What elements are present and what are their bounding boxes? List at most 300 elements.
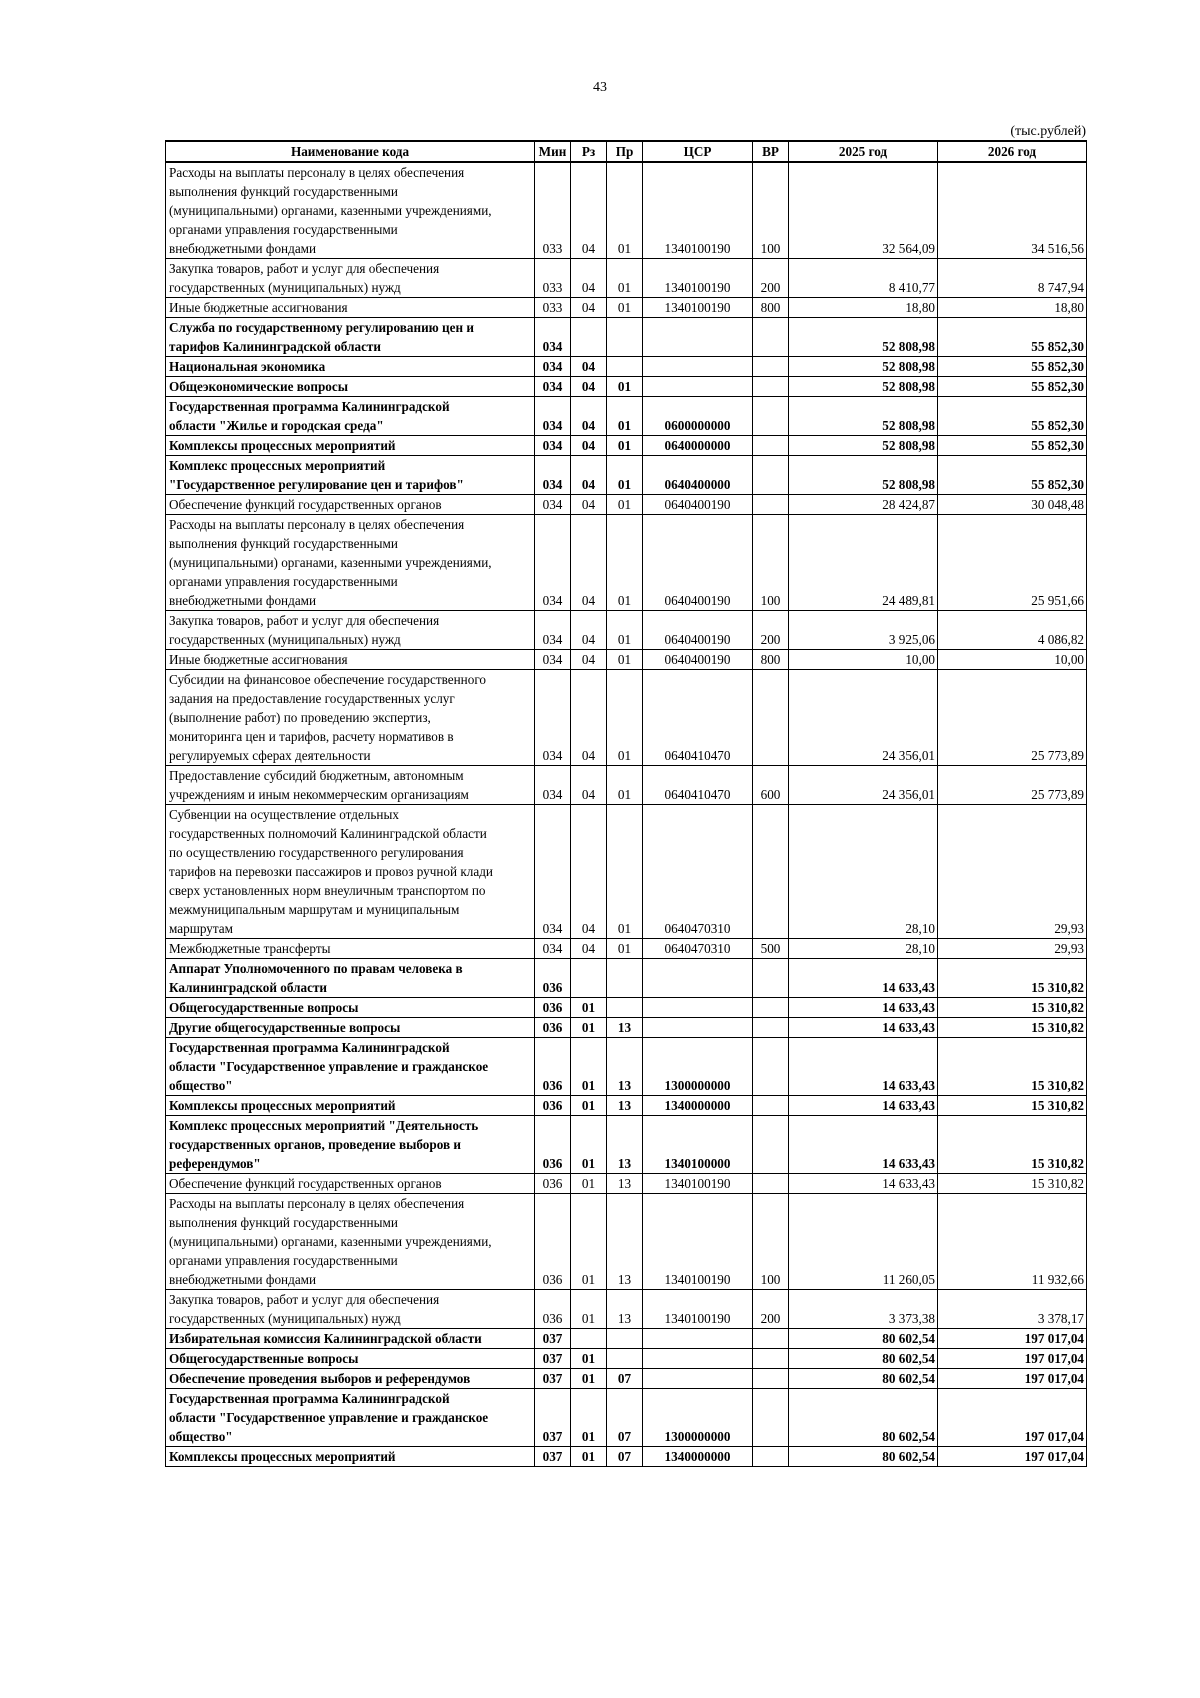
cell-min: 037 [535,1369,571,1389]
cell-vr [753,318,789,357]
cell-csr: 1340100190 [643,1194,753,1290]
cell-rz: 01 [571,1290,607,1329]
cell-min: 036 [535,1174,571,1194]
cell-vr [753,1447,789,1467]
cell-pr: 01 [607,162,643,259]
cell-vr [753,377,789,397]
cell-rz: 04 [571,377,607,397]
table-row [166,1194,1087,1290]
cell-name-line: Иные бюджетные ассигнования [169,300,348,315]
cell-2025: 80 602,54 [789,1329,938,1349]
cell-name-line: "Государственное регулирование цен и тарифов" [169,477,464,492]
cell-vr: 600 [753,766,789,805]
table-row [166,805,1087,939]
cell-name-line: Закупка товаров, работ и услуг для обеспечения [169,613,440,628]
table-row [166,436,1087,456]
cell-pr: 01 [607,436,643,456]
cell-min: 034 [535,670,571,766]
cell-min: 034 [535,456,571,495]
cell-min: 034 [535,766,571,805]
cell-pr: 01 [607,456,643,495]
cell-name-line: Общегосударственные вопросы [169,1000,359,1015]
cell-2025: 14 633,43 [789,1096,938,1116]
cell-2025: 14 633,43 [789,998,938,1018]
cell-min: 037 [535,1389,571,1447]
cell-rz [571,1329,607,1349]
table-row [166,1389,1087,1447]
cell-vr [753,397,789,436]
cell-csr [643,1349,753,1369]
cell-pr: 01 [607,766,643,805]
cell-name [166,1018,535,1038]
cell-name-line: тарифов Калининградской области [169,339,381,354]
cell-2026: 34 516,56 [938,162,1087,259]
cell-pr: 01 [607,611,643,650]
cell-2025: 52 808,98 [789,456,938,495]
cell-name-line: Предоставление субсидий бюджетным, автономным [169,768,464,783]
cell-min: 034 [535,397,571,436]
table-row [166,259,1087,298]
cell-vr: 100 [753,1194,789,1290]
cell-rz: 01 [571,1389,607,1447]
cell-rz: 01 [571,998,607,1018]
cell-min: 036 [535,1038,571,1096]
cell-2026: 197 017,04 [938,1329,1087,1349]
cell-2026: 15 310,82 [938,1174,1087,1194]
table-row [166,1329,1087,1349]
cell-csr [643,377,753,397]
cell-2026: 10,00 [938,650,1087,670]
cell-name-line: Комплексы процессных мероприятий [169,438,396,453]
budget-table [165,140,1087,1467]
cell-2026: 15 310,82 [938,998,1087,1018]
cell-csr: 0640410470 [643,670,753,766]
cell-name [166,357,535,377]
table-row [166,1369,1087,1389]
cell-min: 037 [535,1329,571,1349]
cell-pr [607,959,643,998]
cell-min: 037 [535,1349,571,1369]
cell-pr: 01 [607,515,643,611]
cell-name [166,298,535,318]
cell-name [166,998,535,1018]
cell-name-line: выполнения функций государственными [169,536,398,551]
cell-2026: 55 852,30 [938,456,1087,495]
cell-name [166,495,535,515]
cell-pr: 13 [607,1096,643,1116]
cell-name-line: общество" [169,1429,233,1444]
header-vr: ВР [753,141,789,162]
table-row [166,456,1087,495]
cell-2026: 29,93 [938,805,1087,939]
cell-rz: 04 [571,805,607,939]
cell-rz: 04 [571,670,607,766]
cell-name-line: (муниципальными) органами, казенными учреждениями, [169,1234,492,1249]
cell-name [166,1349,535,1369]
cell-name-line: Аппарат Уполномоченного по правам человека в [169,961,463,976]
cell-name-line: Расходы на выплаты персоналу в целях обеспечения [169,165,465,180]
cell-name [166,397,535,436]
cell-pr: 13 [607,1116,643,1174]
cell-rz: 04 [571,259,607,298]
cell-vr [753,456,789,495]
cell-name [166,259,535,298]
header-rz: Рз [571,141,607,162]
cell-2026: 55 852,30 [938,318,1087,357]
cell-csr: 1340100190 [643,298,753,318]
cell-vr [753,1329,789,1349]
cell-name-line: тарифов на перевозки пассажиров и провоз ручной клади [169,864,493,879]
cell-csr: 0600000000 [643,397,753,436]
cell-pr: 07 [607,1389,643,1447]
cell-name-line: Общегосударственные вопросы [169,1351,359,1366]
cell-csr [643,998,753,1018]
cell-rz: 01 [571,1116,607,1174]
cell-2025: 80 602,54 [789,1369,938,1389]
cell-name [166,1194,535,1290]
table-row [166,1018,1087,1038]
cell-vr [753,1389,789,1447]
cell-name-line: Государственная программа Калининградской [169,1040,450,1055]
cell-name-line: Обеспечение функций государственных органов [169,1176,442,1191]
cell-rz: 04 [571,766,607,805]
table-row [166,515,1087,611]
cell-vr [753,805,789,939]
cell-vr [753,1349,789,1369]
cell-2026: 55 852,30 [938,397,1087,436]
cell-csr [643,1329,753,1349]
cell-vr [753,670,789,766]
cell-min: 036 [535,1290,571,1329]
cell-csr: 0640400190 [643,650,753,670]
cell-name [166,1329,535,1349]
cell-name [166,650,535,670]
table-row [166,959,1087,998]
cell-rz [571,318,607,357]
cell-min: 036 [535,1018,571,1038]
cell-2025: 28 424,87 [789,495,938,515]
cell-rz: 01 [571,1194,607,1290]
cell-name-line: государственных (муниципальных) нужд [169,1311,401,1326]
table-row [166,998,1087,1018]
cell-pr: 01 [607,650,643,670]
cell-name-line: государственных (муниципальных) нужд [169,632,401,647]
cell-pr [607,1329,643,1349]
cell-csr: 0640410470 [643,766,753,805]
cell-name-line: органами управления государственными [169,222,398,237]
cell-name [166,939,535,959]
cell-name [166,805,535,939]
cell-min: 034 [535,611,571,650]
cell-name-line: межмуниципальным маршрутам и муниципальным [169,902,460,917]
cell-name [166,1174,535,1194]
cell-2025: 80 602,54 [789,1349,938,1369]
cell-csr: 1340000000 [643,1447,753,1467]
cell-2026: 197 017,04 [938,1447,1087,1467]
cell-name-line: внебюджетными фондами [169,1272,317,1287]
table-row [166,162,1087,259]
cell-pr [607,1349,643,1369]
cell-2025: 11 260,05 [789,1194,938,1290]
cell-vr [753,998,789,1018]
table-row [166,670,1087,766]
cell-name [166,1038,535,1096]
cell-name [166,318,535,357]
cell-vr: 800 [753,650,789,670]
cell-csr [643,357,753,377]
cell-name-line: сверх установленных норм внеуличным транспортом по [169,883,486,898]
cell-name-line: маршрутам [169,921,233,936]
cell-min: 034 [535,436,571,456]
cell-rz: 01 [571,1038,607,1096]
cell-csr: 1300000000 [643,1389,753,1447]
cell-name-line: задания на предоставление государственных услуг [169,691,455,706]
cell-min: 036 [535,998,571,1018]
cell-2025: 3 373,38 [789,1290,938,1329]
cell-csr: 1340100190 [643,259,753,298]
header-csr: ЦСР [643,141,753,162]
cell-rz: 01 [571,1096,607,1116]
cell-name-line: Закупка товаров, работ и услуг для обеспечения [169,261,440,276]
cell-vr [753,495,789,515]
cell-name-line: внебюджетными фондами [169,593,317,608]
cell-csr: 1340000000 [643,1096,753,1116]
cell-csr: 0640470310 [643,805,753,939]
header-pr: Пр [607,141,643,162]
cell-name-line: органами управления государственными [169,1253,398,1268]
cell-name-line: государственных полномочий Калининградской области [169,826,487,841]
cell-name [166,1096,535,1116]
cell-min: 037 [535,1447,571,1467]
cell-2026: 25 773,89 [938,766,1087,805]
cell-2025: 28,10 [789,939,938,959]
cell-name-line: Комплекс процессных мероприятий [169,458,386,473]
table-row [166,397,1087,436]
header-name: Наименование кода [166,141,535,162]
cell-pr: 01 [607,259,643,298]
cell-pr [607,998,643,1018]
cell-name-line: (выполнение работ) по проведению экспертиз, [169,710,431,725]
cell-name [166,1290,535,1329]
table-header-row [166,141,1087,162]
cell-name-line: Иные бюджетные ассигнования [169,652,348,667]
cell-name [166,670,535,766]
cell-name-line: области "Жилье и городская среда" [169,418,384,433]
cell-2025: 14 633,43 [789,1116,938,1174]
cell-min: 034 [535,377,571,397]
cell-pr: 01 [607,805,643,939]
cell-2025: 18,80 [789,298,938,318]
cell-name [166,1116,535,1174]
cell-min: 034 [535,650,571,670]
cell-2025: 8 410,77 [789,259,938,298]
cell-name-line: области "Государственное управление и гражданское [169,1410,489,1425]
cell-name [166,515,535,611]
cell-pr: 13 [607,1038,643,1096]
cell-2025: 32 564,09 [789,162,938,259]
cell-min: 034 [535,805,571,939]
cell-name [166,766,535,805]
cell-name-line: выполнения функций государственными [169,184,398,199]
cell-2025: 10,00 [789,650,938,670]
cell-pr: 13 [607,1018,643,1038]
cell-2026: 55 852,30 [938,436,1087,456]
cell-name [166,377,535,397]
cell-2026: 15 310,82 [938,1018,1087,1038]
cell-name-line: Закупка товаров, работ и услуг для обеспечения [169,1292,440,1307]
cell-name-line: Комплексы процессных мероприятий [169,1098,396,1113]
cell-name-line: выполнения функций государственными [169,1215,398,1230]
cell-csr: 1340100190 [643,162,753,259]
cell-name [166,162,535,259]
cell-2025: 14 633,43 [789,1174,938,1194]
cell-pr [607,357,643,377]
cell-rz [571,959,607,998]
cell-name-line: общество" [169,1078,233,1093]
table-row [166,1174,1087,1194]
cell-min: 036 [535,1116,571,1174]
cell-csr [643,959,753,998]
cell-2025: 80 602,54 [789,1447,938,1467]
cell-min: 033 [535,259,571,298]
cell-csr: 1340100190 [643,1174,753,1194]
cell-2026: 197 017,04 [938,1369,1087,1389]
cell-2026: 25 951,66 [938,515,1087,611]
cell-pr: 01 [607,495,643,515]
cell-vr: 100 [753,515,789,611]
table-row [166,1447,1087,1467]
cell-pr: 07 [607,1447,643,1467]
cell-name [166,436,535,456]
cell-2025: 14 633,43 [789,1038,938,1096]
cell-csr: 1340100190 [643,1290,753,1329]
cell-2026: 3 378,17 [938,1290,1087,1329]
cell-rz: 01 [571,1174,607,1194]
cell-name-line: мониторинга цен и тарифов, расчету нормативов в [169,729,454,744]
cell-name-line: Комплекс процессных мероприятий "Деятельность [169,1118,479,1133]
cell-name-line: государственных (муниципальных) нужд [169,280,401,295]
cell-vr [753,436,789,456]
cell-2026: 29,93 [938,939,1087,959]
cell-rz: 04 [571,456,607,495]
cell-name-line: Общеэкономические вопросы [169,379,349,394]
cell-2025: 24 356,01 [789,766,938,805]
cell-name-line: Расходы на выплаты персоналу в целях обеспечения [169,1196,465,1211]
cell-vr [753,1018,789,1038]
cell-csr: 0640000000 [643,436,753,456]
cell-csr: 0640470310 [643,939,753,959]
cell-name-line: Обеспечение проведения выборов и референдумов [169,1371,471,1386]
cell-2025: 14 633,43 [789,1018,938,1038]
cell-rz: 01 [571,1447,607,1467]
cell-csr: 1300000000 [643,1038,753,1096]
cell-rz: 04 [571,611,607,650]
cell-name [166,456,535,495]
cell-name-line: Национальная экономика [169,359,326,374]
cell-min: 034 [535,318,571,357]
table-row [166,1290,1087,1329]
cell-min: 036 [535,1096,571,1116]
cell-vr: 200 [753,611,789,650]
cell-min: 034 [535,515,571,611]
cell-rz: 04 [571,298,607,318]
cell-name-line: учреждениям и иным некоммерческим организациям [169,787,469,802]
cell-name-line: Обеспечение функций государственных органов [169,497,442,512]
cell-2025: 14 633,43 [789,959,938,998]
cell-csr: 0640400190 [643,495,753,515]
cell-name-line: (муниципальными) органами, казенными учреждениями, [169,555,492,570]
cell-vr: 200 [753,1290,789,1329]
cell-csr: 1340100000 [643,1116,753,1174]
units-label: (тыс.рублей) [1010,124,1086,139]
cell-2026: 197 017,04 [938,1349,1087,1369]
cell-pr: 01 [607,670,643,766]
cell-vr [753,357,789,377]
cell-name-line: органами управления государственными [169,574,398,589]
cell-name-line: референдумов" [169,1156,261,1171]
cell-name-line: по осуществлению государственного регулирования [169,845,464,860]
cell-rz: 01 [571,1349,607,1369]
cell-name-line: внебюджетными фондами [169,241,317,256]
cell-name-line: Калининградской области [169,980,328,995]
cell-2026: 15 310,82 [938,1096,1087,1116]
header-2026: 2026 год [938,141,1087,162]
cell-min: 034 [535,495,571,515]
cell-pr: 13 [607,1174,643,1194]
cell-name-line: Расходы на выплаты персоналу в целях обеспечения [169,517,465,532]
cell-2026: 15 310,82 [938,1116,1087,1174]
table-body [166,162,1087,1467]
cell-pr: 13 [607,1290,643,1329]
cell-rz: 04 [571,397,607,436]
cell-name-line: (муниципальными) органами, казенными учреждениями, [169,203,492,218]
cell-min: 036 [535,959,571,998]
cell-vr: 100 [753,162,789,259]
cell-2025: 52 808,98 [789,377,938,397]
cell-2026: 18,80 [938,298,1087,318]
cell-csr: 0640400190 [643,611,753,650]
cell-name-line: государственных органов, проведение выборов и [169,1137,461,1152]
table-row [166,377,1087,397]
cell-min: 033 [535,162,571,259]
table-row [166,1038,1087,1096]
cell-vr [753,1174,789,1194]
cell-name [166,611,535,650]
cell-vr [753,959,789,998]
cell-rz: 04 [571,650,607,670]
cell-vr [753,1116,789,1174]
table-row [166,939,1087,959]
cell-2026: 8 747,94 [938,259,1087,298]
cell-min: 036 [535,1194,571,1290]
cell-2025: 24 356,01 [789,670,938,766]
cell-2025: 28,10 [789,805,938,939]
cell-2025: 52 808,98 [789,357,938,377]
cell-name-line: Государственная программа Калининградской [169,399,450,414]
cell-2026: 55 852,30 [938,377,1087,397]
cell-2026: 15 310,82 [938,959,1087,998]
cell-vr: 200 [753,259,789,298]
cell-min: 034 [535,939,571,959]
cell-vr [753,1096,789,1116]
cell-pr [607,318,643,357]
cell-name-line: области "Государственное управление и гражданское [169,1059,489,1074]
cell-csr [643,1018,753,1038]
cell-pr: 07 [607,1369,643,1389]
cell-2026: 30 048,48 [938,495,1087,515]
header-min: Мин [535,141,571,162]
cell-rz: 01 [571,1369,607,1389]
